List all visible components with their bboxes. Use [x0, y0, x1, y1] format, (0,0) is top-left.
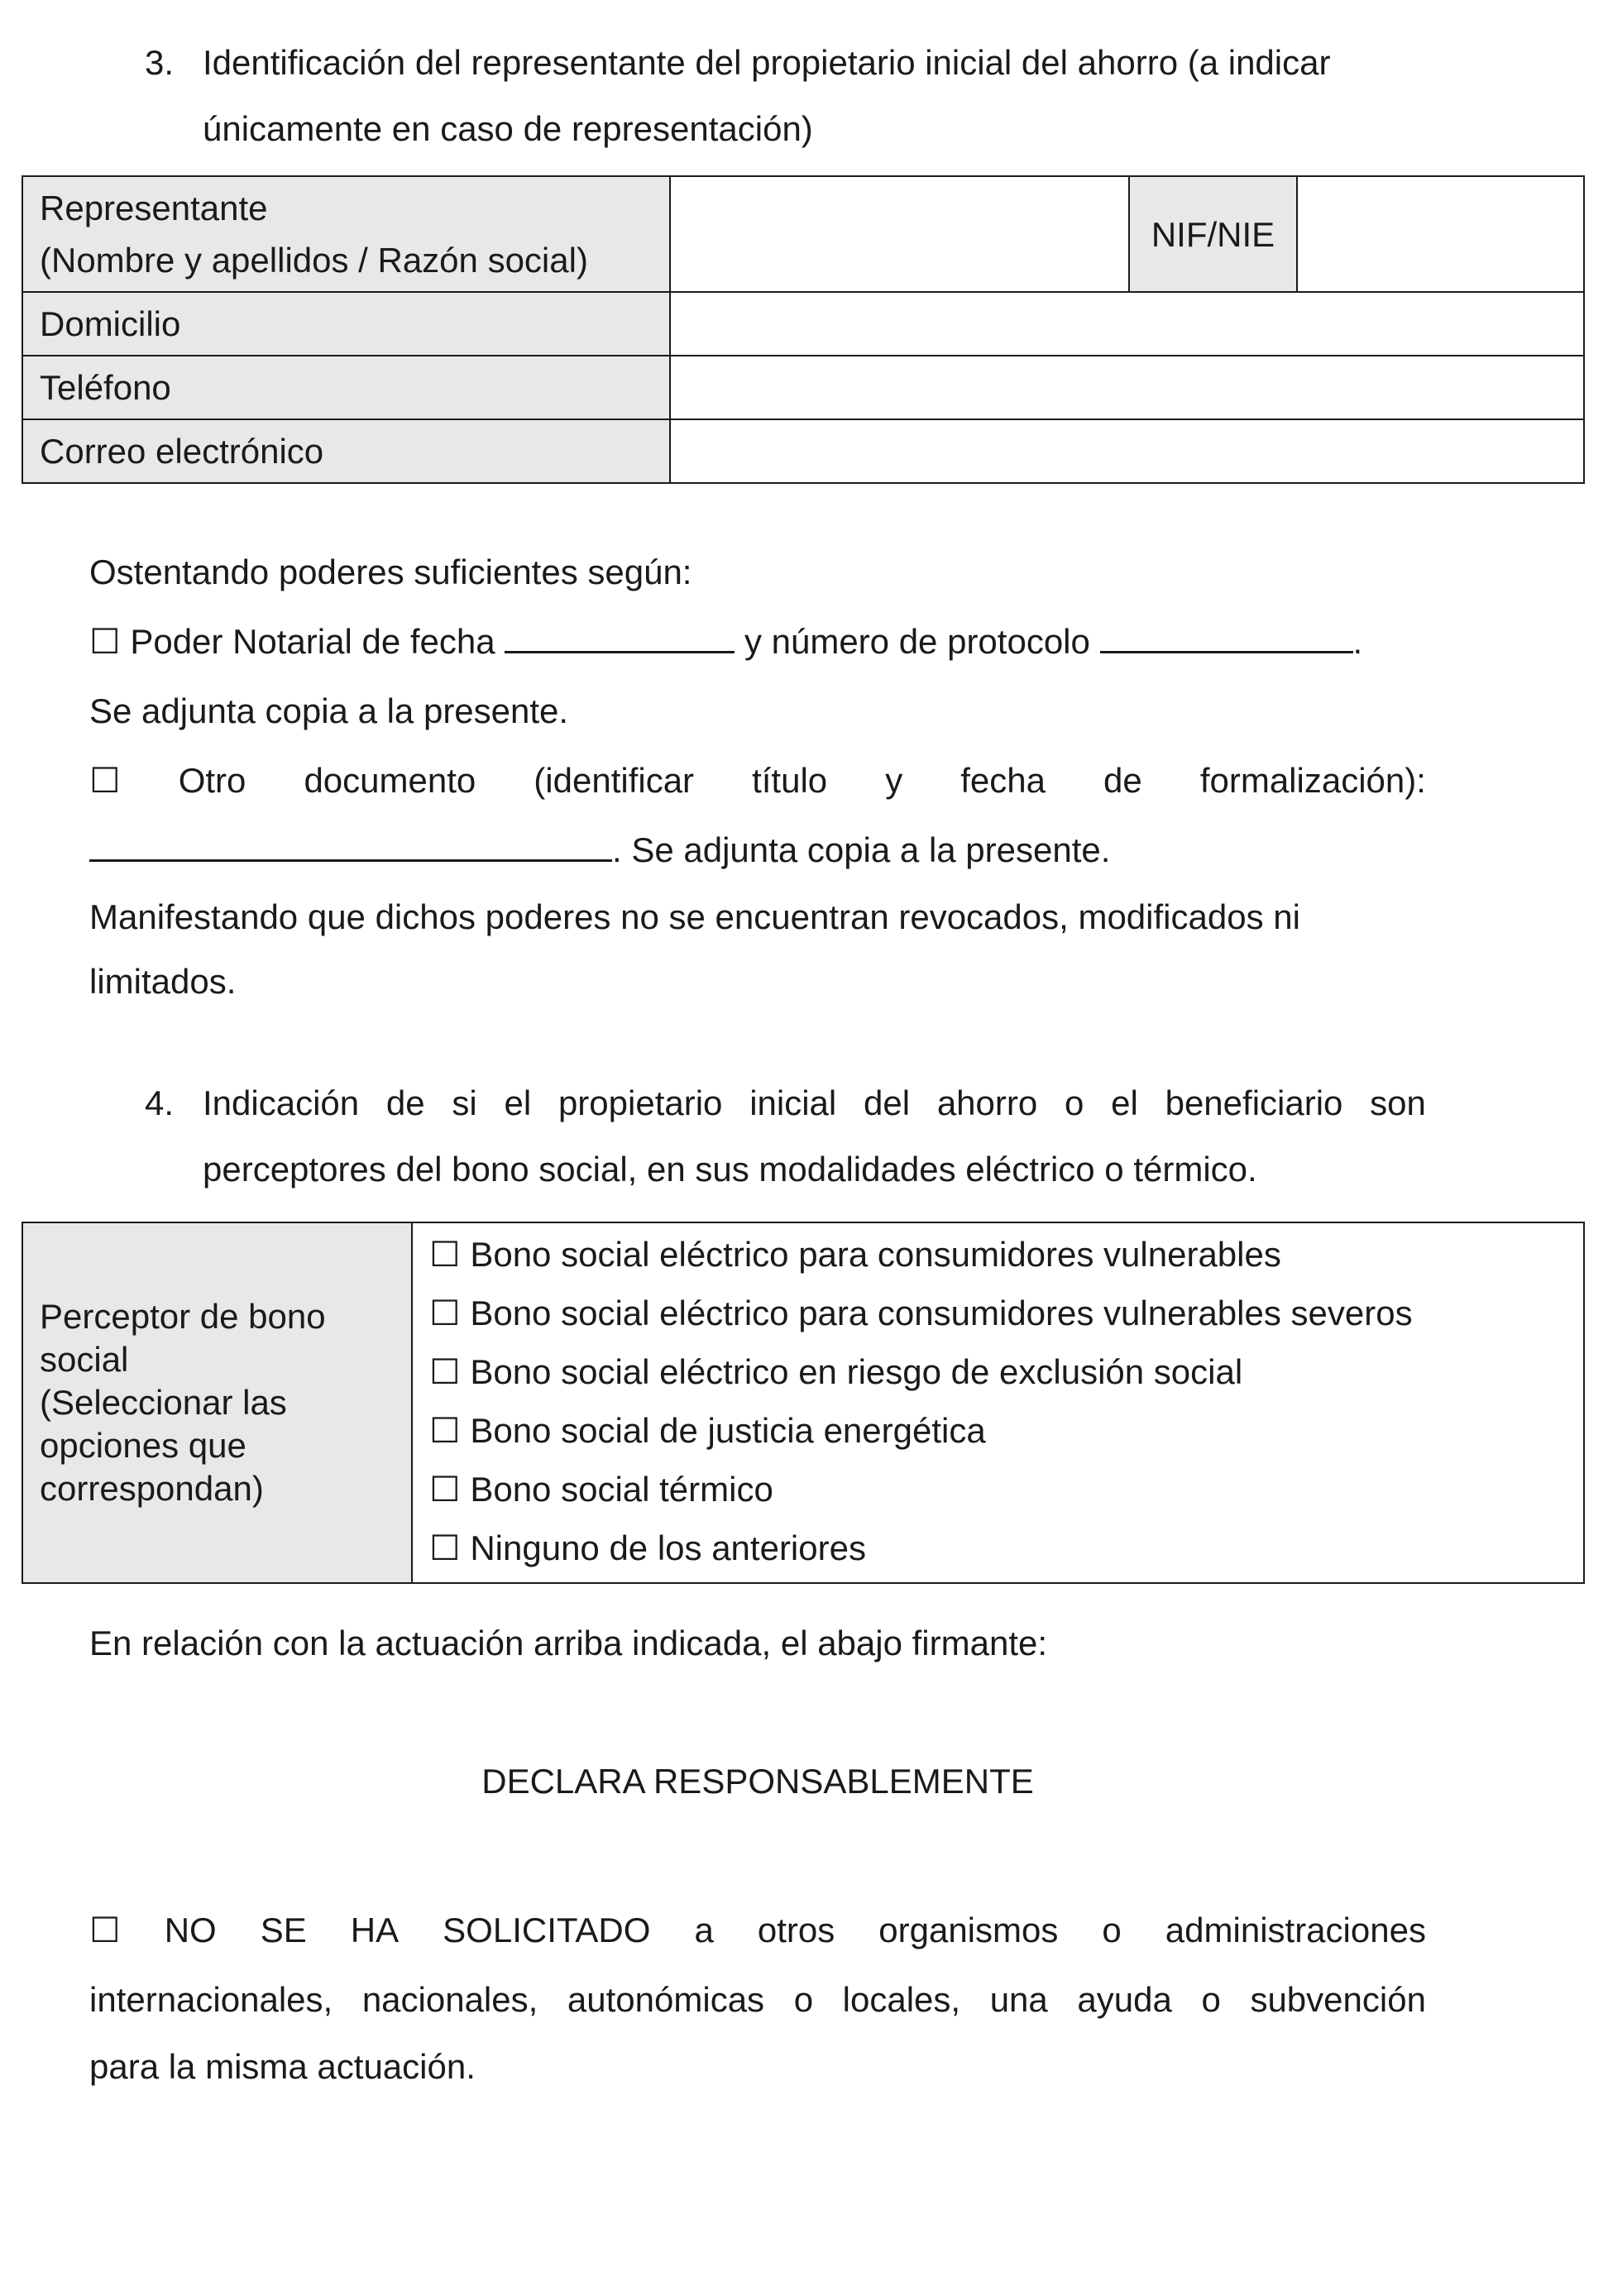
- otro-word: formalización):: [1199, 761, 1426, 800]
- powers-block: [89, 538, 1426, 1014]
- otro-word: fecha: [960, 761, 1046, 800]
- checkbox-icon[interactable]: ☐: [429, 1528, 461, 1567]
- representative-table: [22, 175, 1585, 484]
- otro-documento-blank-line: [89, 816, 1426, 885]
- word: o: [1065, 1083, 1084, 1122]
- manifest-line2: limitados.: [89, 962, 237, 1001]
- word: nacionales,: [361, 1980, 538, 2019]
- otro-word: de: [1103, 761, 1142, 800]
- bono-option[interactable]: ☐ Bono social de justicia energética: [429, 1411, 986, 1450]
- word: internacionales,: [89, 1980, 333, 2019]
- adjunta-line-2: . Se adjunta copia a la presente.: [612, 830, 1111, 869]
- section-title-line2: únicamente en caso de representación): [203, 109, 813, 148]
- section-number: 4.: [145, 1083, 175, 1122]
- word: o: [1201, 1980, 1221, 2019]
- bono-social-options: [412, 1222, 1584, 1583]
- relation-text: En relación con la actuación arriba indicada, el abajo firmante:: [89, 1624, 1048, 1662]
- poder-end: .: [1352, 622, 1363, 661]
- word: propietario: [558, 1083, 723, 1122]
- otro-word: y: [885, 761, 903, 800]
- declaration-checkbox[interactable]: ☐: [89, 1911, 121, 1949]
- correo-field[interactable]: [670, 419, 1584, 483]
- bono-social-label: Perceptor de bono social (Seleccionar las opciones que correspondan): [22, 1222, 412, 1583]
- manifest-line1: Manifestando que dichos poderes no se encuentran revocados, modificados ni: [89, 897, 1300, 936]
- bono-option[interactable]: ☐ Bono social eléctrico para consumidores vulnerables severos: [429, 1294, 1413, 1332]
- section-title-line1: Identificación del representante del propietario inicial del ahorro (a indicar: [203, 43, 1331, 82]
- otro-documento-line: [89, 746, 1426, 816]
- checkbox-icon[interactable]: ☐: [429, 1294, 461, 1332]
- checkbox-icon[interactable]: ☐: [429, 1470, 461, 1509]
- word: SOLICITADO: [443, 1911, 651, 1949]
- telefono-field[interactable]: [670, 356, 1584, 419]
- word: o: [1102, 1911, 1122, 1949]
- manifest-paragraph: [89, 885, 1426, 1014]
- otro-word: (identificar: [534, 761, 695, 800]
- representante-label: Representante (Nombre y apellidos / Razón social): [22, 176, 670, 292]
- telefono-label: Teléfono: [22, 356, 670, 419]
- word: HA: [350, 1911, 400, 1949]
- otro-word: título: [752, 761, 828, 800]
- checkbox-icon[interactable]: ☐: [429, 1411, 461, 1450]
- word: autonómicas: [567, 1980, 765, 2019]
- checkbox-icon[interactable]: ☐: [429, 1235, 461, 1274]
- otro-word: documento: [304, 761, 476, 800]
- word: otros: [757, 1911, 835, 1949]
- word: ahorro: [936, 1083, 1038, 1122]
- otro-documento-blank[interactable]: [89, 826, 612, 862]
- bono-option[interactable]: ☐ Bono social eléctrico para consumidores vulnerables: [429, 1235, 1281, 1274]
- word: ayuda: [1077, 1980, 1172, 2019]
- domicilio-label: Domicilio: [22, 292, 670, 356]
- word: locales,: [842, 1980, 961, 2019]
- word: Indicación: [203, 1083, 360, 1122]
- section4-line2: perceptores del bono social, en sus modalidades eléctrico o térmico.: [203, 1150, 1257, 1189]
- word: una: [989, 1980, 1048, 2019]
- protocolo-blank[interactable]: [1100, 618, 1353, 653]
- word: SE: [260, 1911, 307, 1949]
- section-4-heading: [145, 1083, 1426, 1216]
- word: a: [694, 1911, 714, 1949]
- word: de: [385, 1083, 425, 1122]
- word: o: [793, 1980, 814, 2019]
- word: organismos: [878, 1911, 1059, 1949]
- section4-line1: [203, 1083, 1426, 1123]
- word: son: [1370, 1083, 1426, 1122]
- declara-title: DECLARA RESPONSABLEMENTE: [481, 1762, 1034, 1801]
- otro-documento-checkbox[interactable]: ☐: [89, 761, 121, 800]
- word: el: [1111, 1083, 1138, 1122]
- word: subvención: [1250, 1980, 1426, 2019]
- powers-intro: Ostentando poderes suficientes según:: [89, 552, 692, 591]
- checkbox-icon[interactable]: ☐: [429, 1352, 461, 1391]
- adjunta-line-1: Se adjunta copia a la presente.: [89, 691, 569, 730]
- word: del: [864, 1083, 911, 1122]
- bono-social-table: [22, 1222, 1585, 1584]
- declaration-line1: [89, 1896, 1426, 1965]
- poder-fecha-blank[interactable]: [505, 618, 735, 653]
- word: si: [452, 1083, 477, 1122]
- nif-field[interactable]: [1297, 176, 1584, 292]
- domicilio-field[interactable]: [670, 292, 1584, 356]
- protocolo-label: y número de protocolo: [744, 622, 1090, 661]
- otro-word: Otro: [178, 761, 246, 800]
- representante-field[interactable]: [670, 176, 1129, 292]
- nif-label: NIF/NIE: [1129, 176, 1297, 292]
- bono-option[interactable]: ☐ Bono social eléctrico en riesgo de exclusión social: [429, 1352, 1243, 1391]
- word: beneficiario: [1165, 1083, 1343, 1122]
- declaration-line3: para la misma actuación.: [89, 2047, 476, 2086]
- word: inicial: [749, 1083, 837, 1122]
- word: el: [504, 1083, 532, 1122]
- poder-notarial-line: [89, 607, 1426, 677]
- declaration-paragraph: [89, 1896, 1426, 2099]
- section-number: 3.: [145, 43, 175, 82]
- word: administraciones: [1165, 1911, 1426, 1949]
- declaration-line2: [89, 1965, 1426, 2035]
- correo-label: Correo electrónico: [22, 419, 670, 483]
- poder-notarial-checkbox[interactable]: ☐: [89, 622, 121, 661]
- poder-notarial-label: Poder Notarial de fecha: [130, 622, 495, 661]
- word: NO: [164, 1911, 217, 1949]
- bono-option[interactable]: ☐ Bono social térmico: [429, 1470, 773, 1509]
- bono-option[interactable]: ☐ Ninguno de los anteriores: [429, 1528, 866, 1567]
